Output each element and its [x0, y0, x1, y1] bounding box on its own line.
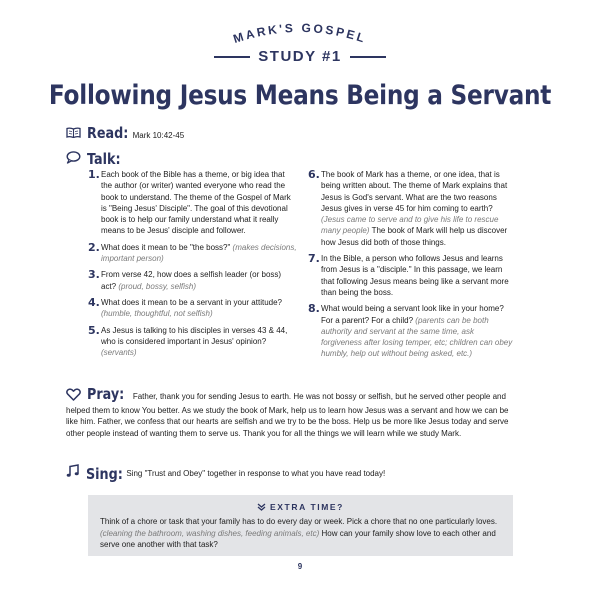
list-item: [308, 303, 516, 359]
divider-right: [350, 56, 386, 58]
study-header: [0, 48, 600, 65]
item-hint: (Jesus came to serve and to give his life to rescue many people): [321, 215, 499, 236]
item-text: In the Bible, a person who follows Jesus and learns from Jesus is a "disciple." In this passage, we learn that following Jesus means being like a servant more than being the boss.: [321, 254, 509, 297]
sing-section: [66, 464, 385, 483]
item-number: 4.: [88, 295, 100, 309]
talk-column-right: [308, 169, 516, 365]
pray-label: Pray:: [87, 385, 125, 403]
music-note-icon: [66, 464, 80, 483]
study-number: STUDY #1: [258, 48, 342, 65]
list-item: [308, 169, 516, 248]
pray-section: [66, 385, 518, 439]
item-hint: (servants): [101, 348, 137, 358]
item-hint: (makes decisions, important person): [101, 242, 297, 264]
item-text: As Jesus is talking to his disciples in verses 43 & 44, who is considered important in Jesus' opinion?: [101, 325, 288, 346]
item-number: 2.: [88, 240, 100, 254]
list-item: [88, 242, 298, 265]
list-item: [88, 269, 298, 292]
read-reference: Mark 10:42-45: [132, 131, 185, 140]
extra-hint: (cleaning the bathroom, washing dishes, feeding animals, etc): [100, 528, 320, 538]
list-item: [88, 325, 298, 359]
heart-icon: [66, 388, 81, 405]
list-item: [88, 169, 298, 237]
item-number: 5.: [88, 323, 100, 337]
item-text: The book of Mark has a theme, or one idea, that is being written about. The theme of Mark explains that Jesus is God's servant. What are the two reasons Jesus gives in verse 45 for him coming to earth?: [321, 170, 508, 213]
item-number: 3.: [88, 268, 100, 282]
sing-label: Sing:: [86, 464, 123, 483]
extra-time-heading: [88, 502, 513, 512]
item-number: 7.: [308, 252, 320, 266]
page-number: 9: [297, 562, 303, 571]
talk-label: Talk:: [87, 150, 121, 168]
item-number: 6.: [308, 168, 320, 181]
item-number: 8.: [308, 302, 320, 316]
sing-text: Sing "Trust and Obey" together in response to what you have read today!: [126, 469, 386, 478]
item-hint: (humble, thoughtful, not selfish): [101, 309, 213, 319]
item-hint: (proud, bossy, selfish): [118, 281, 197, 291]
read-label: Read:: [87, 124, 129, 142]
read-section: [66, 124, 184, 143]
item-hint: (parents can be both authority and servant at the same time, ask forgiveness after losing temper, etc; children can obey humbly, help out without being asked, etc.): [321, 315, 513, 359]
list-item: [308, 253, 516, 298]
list-item: [88, 297, 298, 320]
extra-time-text: [100, 516, 504, 551]
item-text: What does it mean to be "the boss?": [101, 242, 231, 252]
divider-left: [214, 56, 250, 58]
item-number: 1.: [88, 168, 100, 181]
extra-text-1: Think of a chore or task that your family has to do every day or week. Pick a chore that no one particularly loves.: [100, 517, 498, 526]
series-text: MARK'S GOSPEL: [231, 20, 369, 46]
series-title: [200, 10, 400, 50]
item-text: What would being a servant look like in your home? For a parent? For a child?: [321, 304, 504, 325]
item-text-after: The book of Mark will help us discover how Jesus did both of those things.: [321, 226, 508, 247]
extra-time-title: EXTRA TIME?: [270, 502, 344, 512]
item-text: From verse 42, how does a selfish leader (or boss) act?: [101, 270, 282, 291]
extra-text-2: How can your family show love to each other and serve one another with that task?: [100, 528, 496, 549]
talk-column-left: [88, 169, 298, 363]
open-book-icon: [66, 125, 81, 143]
page-title: Following Jesus Means Being a Servant: [48, 80, 552, 111]
svg-text:MARK'S GOSPEL: [232, 21, 369, 46]
item-text: What does it mean to be a servant in your attitude?: [101, 297, 282, 307]
talk-section: [66, 150, 127, 169]
item-text: Each book of the Bible has a theme, or big idea that the author (or writer) wanted everyone who read the book to understand. The theme of the Gospel of Mark is "Being Jesus' Disciple". The goal of this devotional book is to help our family understand what it really means to be Jesus' disciple and follower.: [101, 170, 291, 236]
arrow-icon: [257, 502, 270, 512]
extra-time-box: [88, 495, 513, 556]
series-arc: [200, 10, 400, 50]
speech-bubble-icon: [66, 151, 81, 169]
pray-text: Father, thank you for sending Jesus to earth. He was not bossy or selfish, but he served other people and helped them to know You better. As we study the book of Mark, help us to learn how Jesus was a servant and how we can be like him. Father, we confess that our hearts are selfish and we try to be the boss. Help us be more like Jesus today and serve other people instead of wanting them to serve us. Thank you for all the things we will learn while we study Mark.: [66, 392, 509, 438]
